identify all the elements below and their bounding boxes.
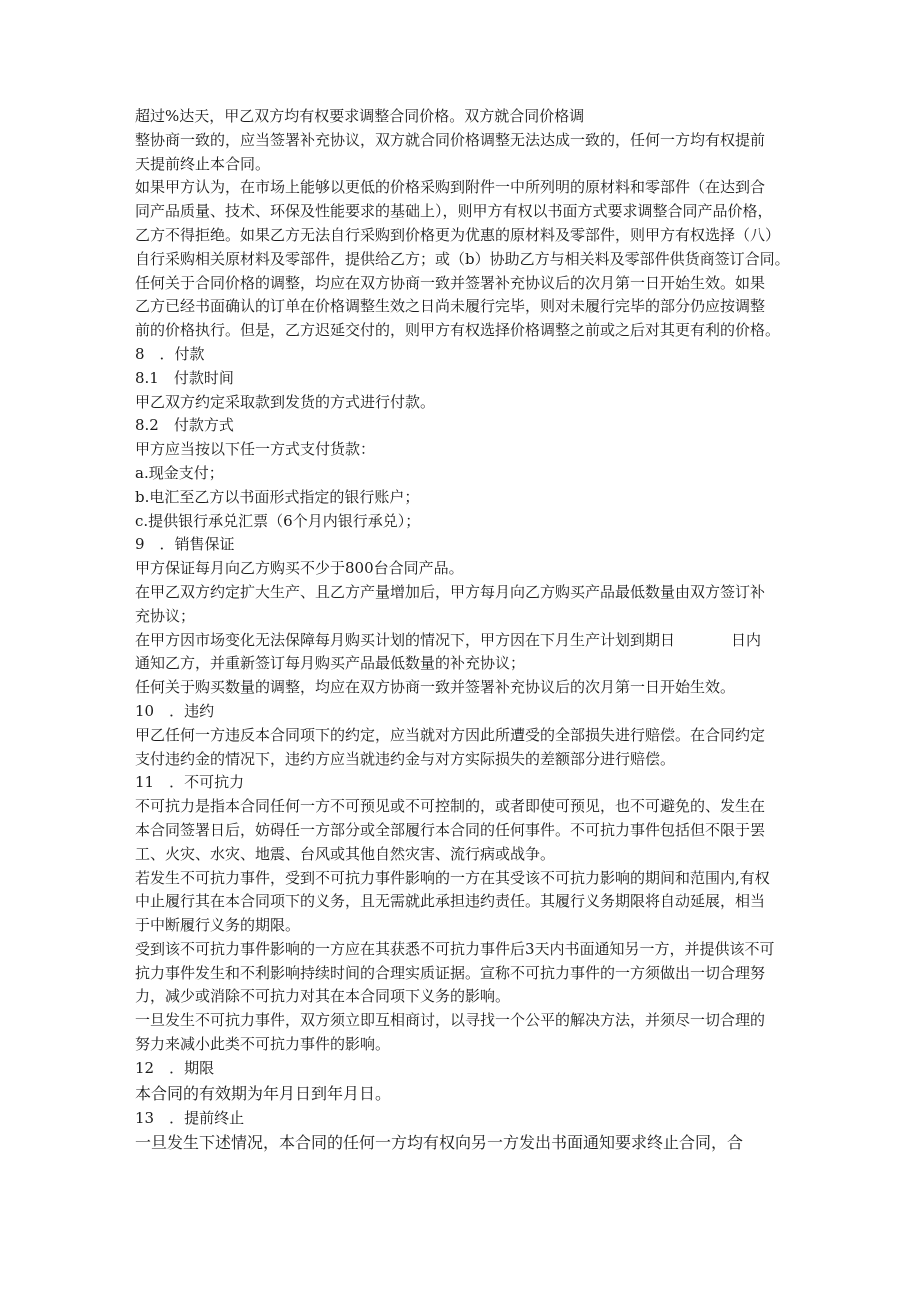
paragraph-line: 乙方已经书面确认的订单在价格调整生效之日尚未履行完毕，则对未履行完毕的部分仍应按调整 [135,297,766,316]
paragraph-line: 甲方应当按以下任一方式支付货款： [135,440,376,459]
paragraph-line: 中止履行其在本合同项下的义务，且无需就此承担违约责任。其履行义务期限将自动延展，相当 [135,892,766,911]
paragraph-line: 充协议； [135,606,196,625]
paragraph-line: 任何关于购买数量的调整，均应在双方协商一致并签署补充协议后的次月第一日开始生效。 [135,678,736,697]
paragraph-line: 本合同的有效期为年月日到年月日。 [135,1083,392,1103]
paragraph-line: 任何关于合同价格的调整，均应在双方协商一致并签署补充协议后的次月第一日开始生效。如果 [135,273,766,292]
paragraph-line: 整协商一致的，应当签署补充协议，双方就合同价格调整无法达成一致的，任何一方均有权提前 [135,130,766,149]
section-heading-payment: 8 ．付款 [135,344,205,363]
paragraph-line: 天提前终止本合同。 [135,154,271,173]
paragraph-line: 自行采购相关原材料及零部件，提供给乙方；或（b）协助乙方与相关料及零部件供货商签订合同。 [135,249,790,268]
paragraph-line: 若发生不可抗力事件，受到不可抗力事件影响的一方在其受该不可抗力影响的期间和范围内,有权 [135,868,770,887]
section-heading-breach: 10 ．违约 [135,701,215,720]
section-heading-early-termination: 13 ．提前终止 [135,1108,245,1127]
section-heading-force-majeure: 11 ．不可抗力 [135,773,245,792]
paragraph-line: 前的价格执行。但是，乙方迟延交付的，则甲方有权选择价格调整之前或之后对其更有利的价格。 [135,321,781,340]
paragraph-line-with-blank [135,629,795,653]
paragraph-line: 力，减少或消除不可抗力对其在本合同项下义务的影响。 [135,987,511,1006]
paragraph-line: 工、火灾、水灾、地震、台风或其他自然灾害、流行病或战争。 [135,844,556,863]
paragraph-line: 受到该不可抗力事件影响的一方应在其获悉不可抗力事件后3天内书面通知另一方，并提供该不可 [135,939,775,958]
paragraph-line: 甲方保证每月向乙方购买不少于800台合同产品。 [135,559,464,578]
paragraph-line: 通知乙方，并重新签订每月购买产品最低数量的补充协议； [135,654,526,673]
paragraph-line: 不可抗力是指本合同任何一方不可预见或不可控制的，或者即使可预见，也不可避免的、发生在 [135,797,766,816]
paragraph-line: 在甲乙双方约定扩大生产、且乙方产量增加后，甲方每月向乙方购买产品最低数量由双方签订补 [135,582,766,601]
paragraph-line: 抗力事件发生和不利影响持续时间的合理实质证据。宣称不可抗力事件的一方须做出一切合理努 [135,963,766,982]
paragraph-line: 努力来减小此类不可抗力事件的影响。 [135,1035,391,1054]
paragraph-line: 乙方不得拒绝。如果乙方无法自行采购到价格更为优惠的原材料及零部件，则甲方有权选择（八） [135,225,781,244]
paragraph-line: 同产品质量、技术、环保及性能要求的基础上），则甲方有权以书面方式要求调整合同产品价格， [135,202,773,221]
list-item: a.现金支付； [135,463,224,482]
list-item: c.提供银行承兑汇票（6个月内银行承兑）； [135,511,421,530]
section-heading-term: 12 ．期限 [135,1058,215,1077]
subsection-heading-payment-time: 8.1 付款时间 [135,368,234,387]
paragraph-line: 支付违约金的情况下，违约方应当就违约金与对方实际损失的差额部分进行赔偿。 [135,749,676,768]
paragraph-line: 一旦发生不可抗力事件，双方须立即互相商讨，以寻找一个公平的解决方法，并须尽一切合理的 [135,1011,766,1030]
list-item: b.电汇至乙方以书面形式指定的银行账户； [135,487,420,506]
paragraph-line: 一旦发生下述情况，本合同的任何一方均有权向另一方发出书面通知要求终止合同，合 [135,1133,744,1153]
paragraph-line: 本合同签署日后，妨碍任一方部分或全部履行本合同的任何事件。不可抗力事件包括但不限于罢 [135,820,766,839]
paragraph-line: 于中断履行义务的期限。 [135,916,301,935]
paragraph-line: 甲乙双方约定采取款到发货的方式进行付款。 [135,392,436,411]
section-heading-sales-guarantee: 9 ．销售保证 [135,535,235,554]
subsection-heading-payment-method: 8.2 付款方式 [135,416,234,435]
paragraph-line: 超过%达天，甲乙双方均有权要求调整合同价格。双方就合同价格调 [135,107,585,125]
line-segment: 日内 [731,630,762,649]
paragraph-line: 如果甲方认为，在市场上能够以更低的价格采购到附件一中所列明的原材料和零部件（在达到合 [135,178,766,197]
document-page [135,105,795,1156]
paragraph-line: 甲乙任何一方违反本合同项下的约定，应当就对方因此所遭受的全部损失进行赔偿。在合同约定 [135,725,766,744]
line-segment: 在甲方因市场变化无法保障每月购买计划的情况下，甲方因在下月生产计划到期日 [135,630,676,649]
